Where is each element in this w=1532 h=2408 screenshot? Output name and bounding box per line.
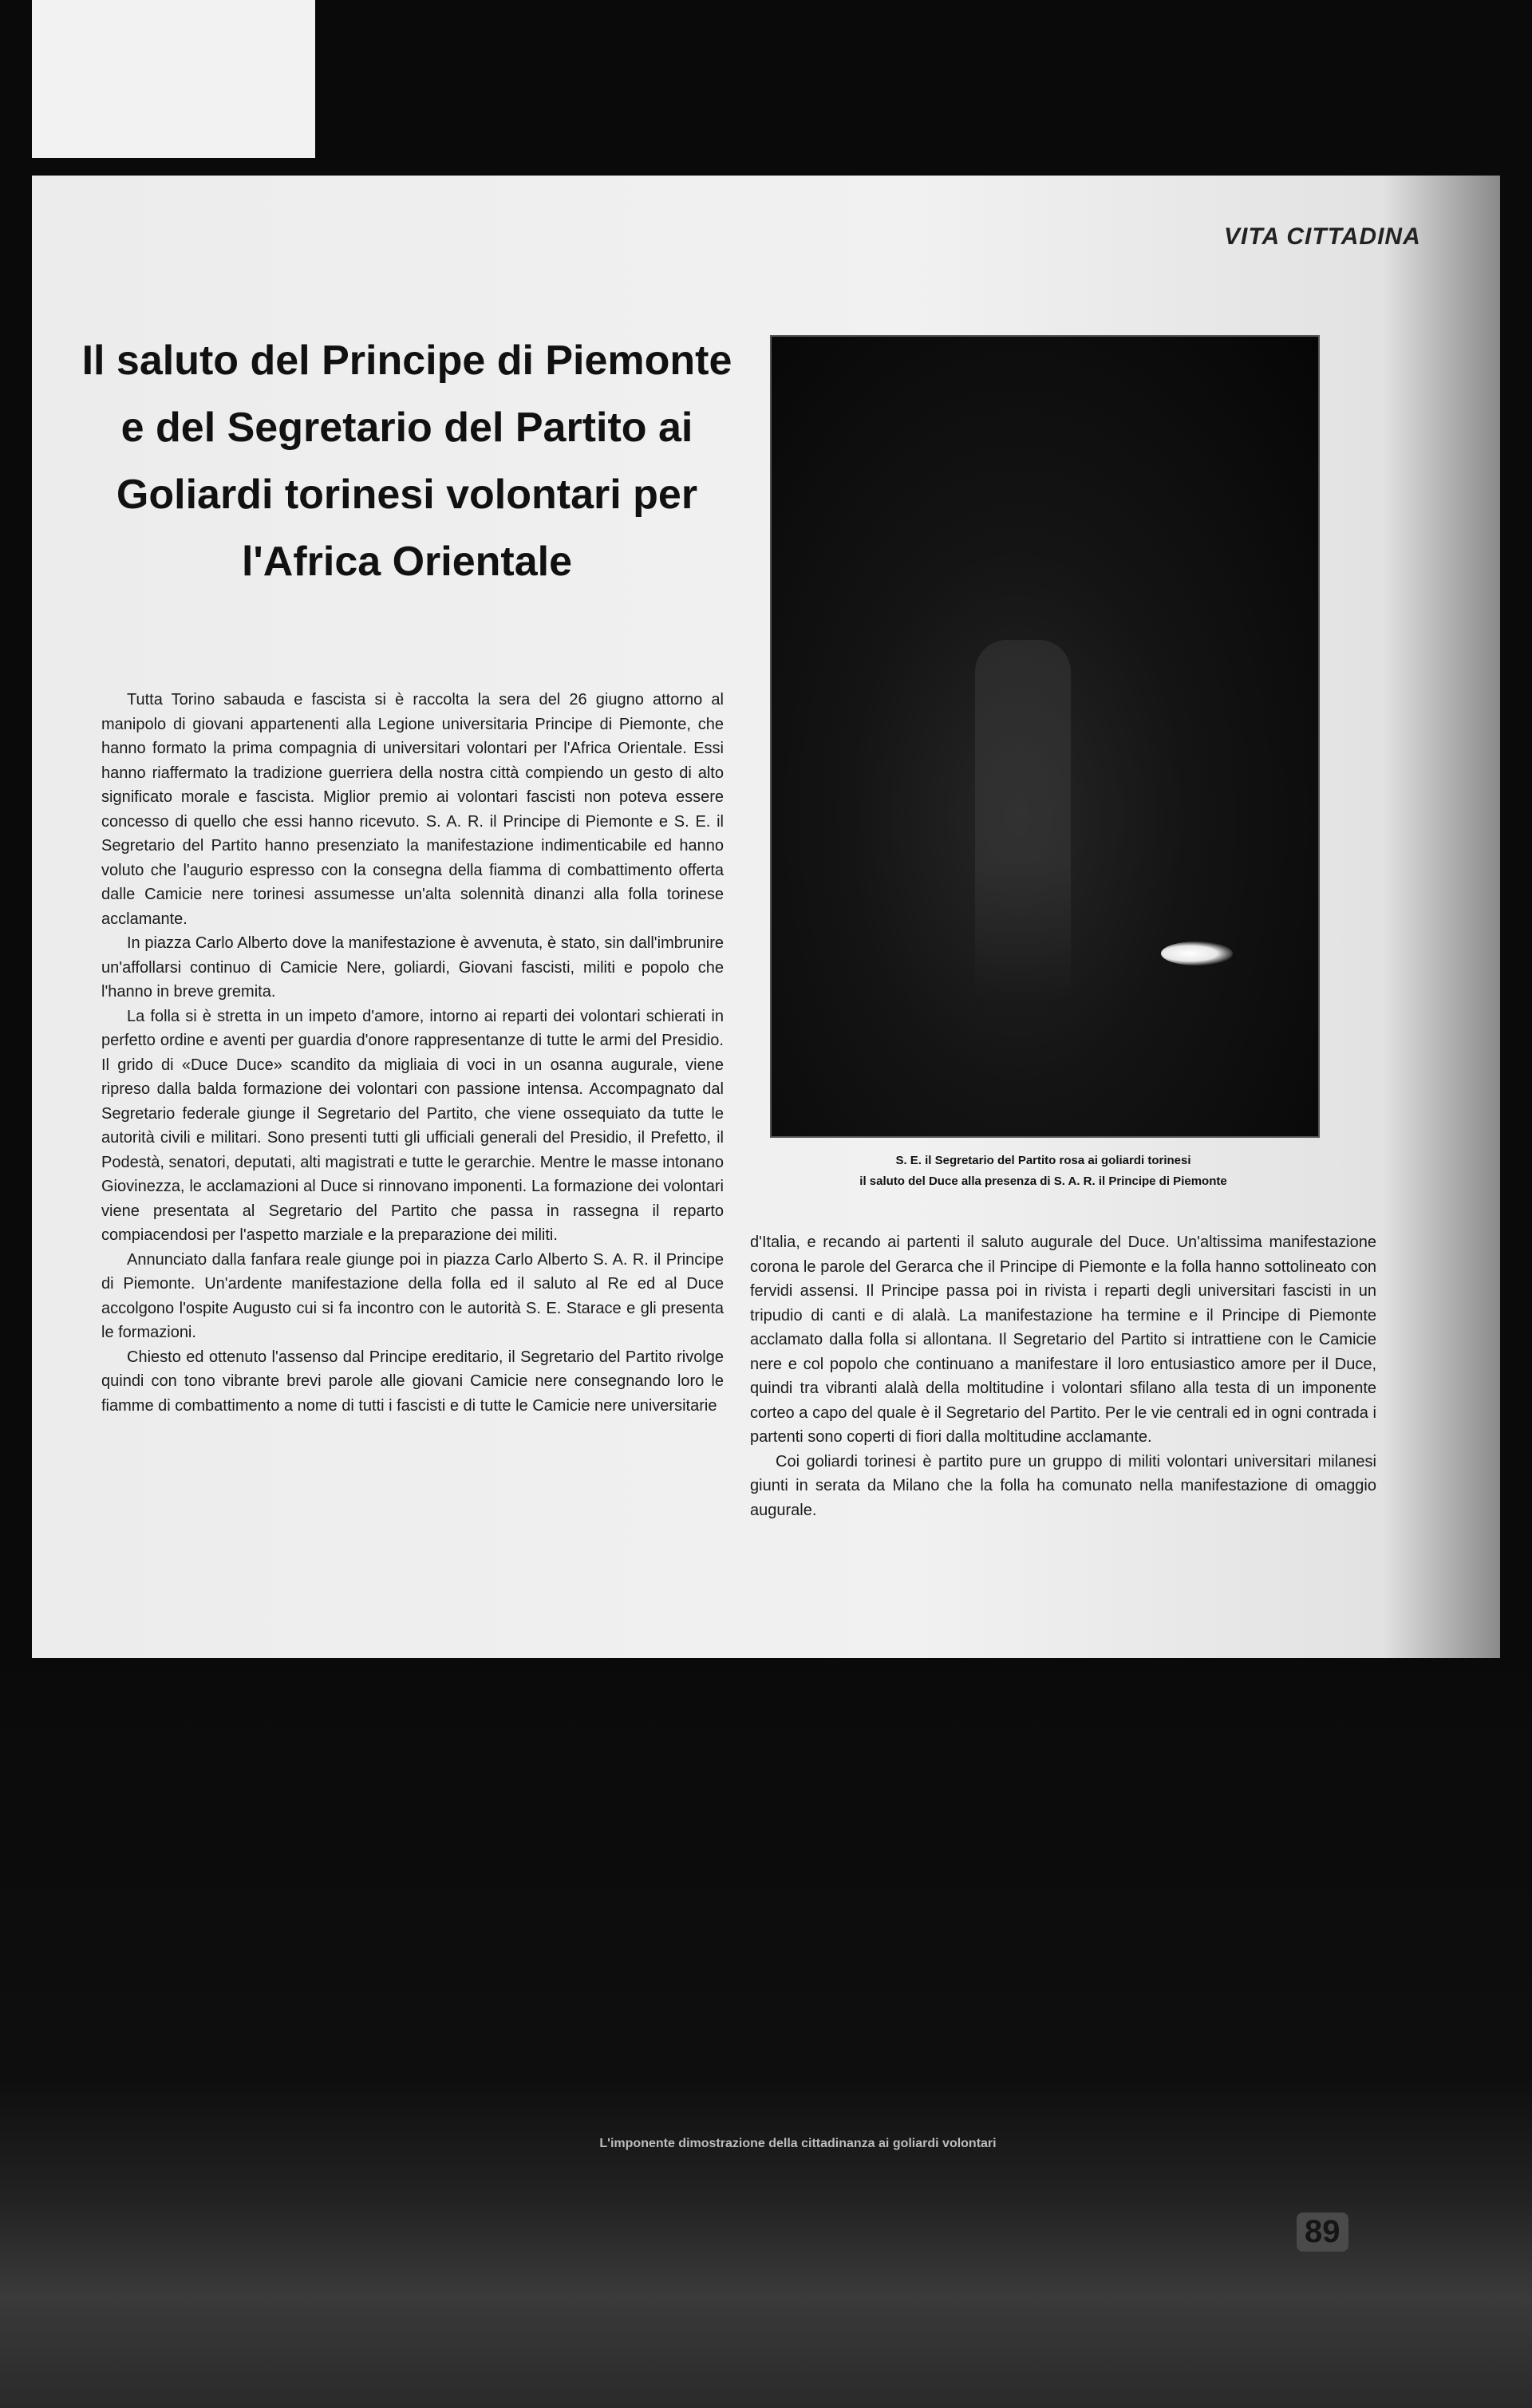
section-label: VITA CITTADINA xyxy=(1224,223,1421,250)
caption-line: il saluto del Duce alla presenza di S. A. R. il Principe di Piemonte xyxy=(859,1174,1227,1188)
lower-photo-caption: L'imponente dimostrazione della cittadinanza ai goliardi volontari xyxy=(599,2137,997,2150)
paragraph: Coi goliardi torinesi è partito pure un gruppo di militi volontari universitari milanesi giunti in serata da Milano che la folla ha comunato nella manifestazione di omaggio augurale. xyxy=(750,1452,1376,1519)
article-column-right xyxy=(750,1230,1376,1522)
photo-flame-light xyxy=(1161,941,1233,965)
lower-photo xyxy=(0,1674,1532,2408)
paragraph: Chiesto ed ottenuto l'assenso dal Principe ereditario, il Segretario del Partito rivolge quindi con tono vibrante brevi parole alle giovani Camicie nere consegnando loro le fiamme di combattimento a nome di tutti i fascisti e di tutte le Camicie nere universitarie xyxy=(101,1348,724,1415)
paragraph: d'Italia, e recando ai partenti il saluto augurale del Duce. Un'altissima manifestazione corona le parole del Gerarca che il Principe di Piemonte e la folla hanno sottolineato con fervidi assensi. Il Principe passa poi in rivista i reparti degli universitari fascisti in un tripudio di canti e di alalà. La manifestazione ha termine e il Principe di Piemonte acclamato dalla folla si allontana. Il Segretario del Partito si intrattiene con le Camicie nere e col popolo che continuano a manifestare il loro entusiastico amore per il Duce, quindi tra vibranti alalà della moltitudine i volontari sfilano alla testa di un imponente corteo a capo del quale è il Segretario del Partito. Per le vie centrali ed in ogni contrada i partenti sono coperti di fiori dalla moltitudine acclamante. xyxy=(750,1234,1376,1446)
magazine-page xyxy=(32,176,1500,1658)
caption-line: S. E. il Segretario del Partito rosa ai goliardi torinesi xyxy=(895,1154,1191,1167)
paragraph: Annunciato dalla fanfara reale giunge poi in piazza Carlo Alberto S. A. R. il Principe di Piemonte. Un'ardente manifestazione della folla ed il saluto al Re ed al Duce accolgono l'ospite Augusto cui si fa incontro con le autorità S. E. Starace e gli presenta le formazioni. xyxy=(101,1250,724,1341)
article-headline: Il saluto del Principe di Piemonte e del Segretario del Partito ai Goliardi torinesi volontari per l'Africa Orientale xyxy=(81,338,732,585)
photo-caption xyxy=(770,1151,1317,1192)
article-column-left xyxy=(101,688,724,1418)
paragraph: In piazza Carlo Alberto dove la manifestazione è avvenuta, è stato, sin dall'imbrunire un'affollarsi continuo di Camicie Nere, goliardi, Giovani fascisti, militi e popolo che l'hanno in breve gremita. xyxy=(101,934,724,1001)
paragraph: La folla si è stretta in un impeto d'amore, intorno ai reparti dei volontari schierati in perfetto ordine e aventi per guardia d'onore rappresentanze di tutte le armi del Presidio. Il grido di «Duce Duce» scandito da migliaia di voci in un osanna augurale, viene ripreso dalla balda formazione dei volontari con passione intensa. Accompagnato dal Segretario federale giunge il Segretario del Partito, che viene ossequiato da tutte le autorità civili e militari. Sono presenti tutti gli ufficiali generali del Presidio, il Prefetto, il Podestà, senatori, deputati, alti magistrati e tutte le gerarchie. Mentre le masse intonano Giovinezza, le acclamazioni al Duce si rinnovano imponenti. La formazione dei volontari viene presentata al Segretario del Partito che passa in rassegna il reparto compiacendosi per l'aspetto marziale e la preparazione dei militi. xyxy=(101,1007,724,1244)
page-number: 89 xyxy=(1297,2213,1348,2252)
scan-border xyxy=(32,0,315,158)
article-photo xyxy=(770,335,1320,1138)
paragraph: Tutta Torino sabauda e fascista si è raccolta la sera del 26 giugno attorno al manipolo di giovani appartenenti alla Legione universitaria Principe di Piemonte, che hanno formato la prima compagnia di universitari volontari per l'Africa Orientale. Essi hanno riaffermato la tradizione guerriera della nostra città compiendo un gesto di alto significato morale e fascista. Miglior premio ai volontari fascisti non poteva essere concesso di quello che essi hanno ricevuto. S. A. R. il Principe di Piemonte e S. E. il Segretario del Partito hanno presenziato la manifestazione indimenticabile ed hanno voluto che l'augurio espresso con la consegna della fiamma di combattimento offerta dalle Camicie nere torinesi assumesse un'alta solennità dinanzi alla folla torinese acclamante. xyxy=(101,691,724,928)
photo-figures xyxy=(975,640,1071,1007)
